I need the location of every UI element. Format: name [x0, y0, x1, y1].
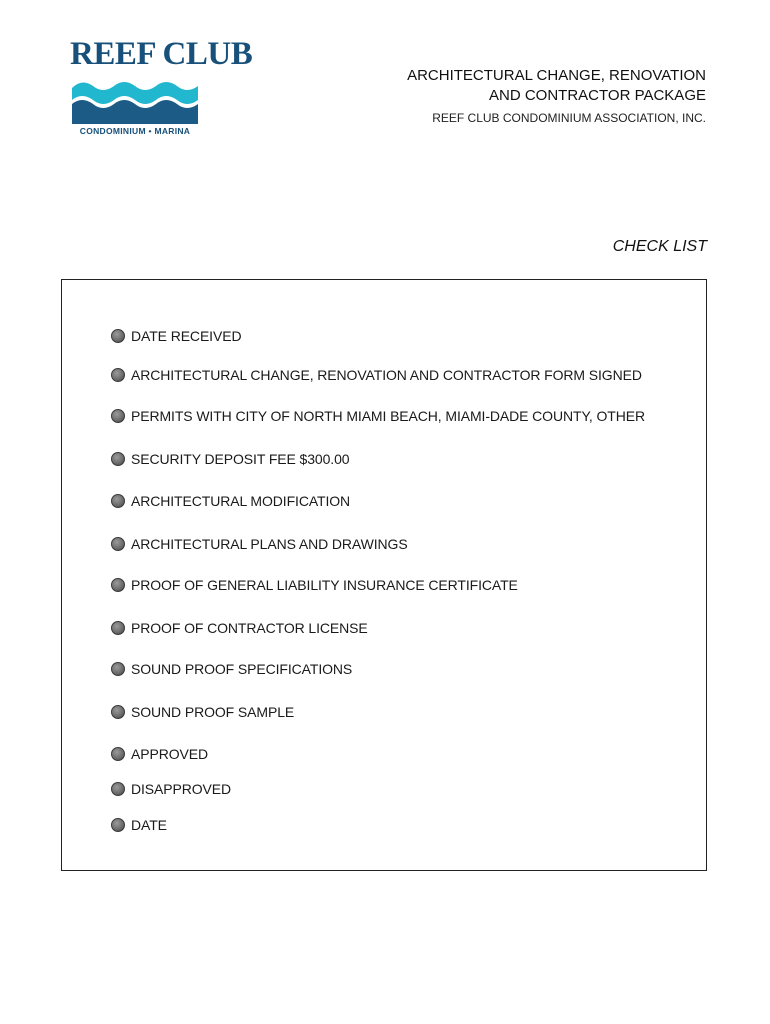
- checklist-item-label: APPROVED: [131, 746, 208, 762]
- radio-bullet-icon[interactable]: [111, 705, 125, 719]
- checklist-item-label: ARCHITECTURAL MODIFICATION: [131, 493, 351, 509]
- checklist-item-label: DISAPPROVED: [131, 781, 232, 797]
- radio-bullet-icon[interactable]: [111, 578, 125, 592]
- checklist-item-label: PERMITS WITH CITY OF NORTH MIAMI BEACH, MIAMI-DADE COUNTY, OTHER: [131, 408, 645, 424]
- radio-bullet-icon[interactable]: [111, 329, 125, 343]
- checklist-title: CHECK LIST: [612, 238, 707, 255]
- checklist-item-label: ARCHITECTURAL CHANGE, RENOVATION AND CONTRACTOR FORM SIGNED: [131, 367, 642, 383]
- checklist-item-security-deposit[interactable]: [111, 449, 349, 469]
- logo-subtitle: CONDOMINIUM • MARINA: [79, 126, 191, 136]
- radio-bullet-icon[interactable]: [111, 409, 125, 423]
- radio-bullet-icon[interactable]: [111, 368, 125, 382]
- radio-bullet-icon[interactable]: [111, 662, 125, 676]
- checklist-box: [61, 279, 707, 871]
- checklist-item-label: ARCHITECTURAL PLANS AND DRAWINGS: [131, 536, 408, 552]
- radio-bullet-icon[interactable]: [111, 537, 125, 551]
- document-header: [407, 66, 706, 129]
- header-title-line-1: ARCHITECTURAL CHANGE, RENOVATION: [407, 67, 706, 84]
- checklist-item-sound-proof-specs[interactable]: [111, 659, 352, 679]
- radio-bullet-icon[interactable]: [111, 452, 125, 466]
- checklist-item-label: PROOF OF GENERAL LIABILITY INSURANCE CERTIFICATE: [131, 577, 518, 593]
- radio-bullet-icon[interactable]: [111, 747, 125, 761]
- checklist-item-label: SOUND PROOF SPECIFICATIONS: [131, 661, 353, 677]
- checklist-item-label: PROOF OF CONTRACTOR LICENSE: [131, 620, 368, 636]
- checklist-item-label: SOUND PROOF SAMPLE: [131, 704, 295, 720]
- checklist-item-liability-insurance[interactable]: [111, 575, 518, 595]
- checklist-item-label: SECURITY DEPOSIT FEE $300.00: [131, 451, 350, 467]
- checklist-item-architectural-modification[interactable]: [111, 491, 350, 511]
- header-title-line-2: AND CONTRACTOR PACKAGE: [489, 87, 706, 104]
- checklist-item-date-received[interactable]: [111, 326, 241, 346]
- checklist-item-form-signed[interactable]: [111, 365, 642, 385]
- reef-club-logo: [70, 36, 253, 140]
- logo-title: REEF CLUB: [70, 36, 253, 72]
- radio-bullet-icon[interactable]: [111, 621, 125, 635]
- checklist-item-disapproved[interactable]: [111, 779, 231, 799]
- checklist-item-contractor-license[interactable]: [111, 618, 368, 638]
- checklist-item-label: DATE: [131, 817, 167, 833]
- checklist-item-permits[interactable]: [111, 406, 645, 426]
- header-organization: REEF CLUB CONDOMINIUM ASSOCIATION, INC.: [432, 111, 706, 125]
- checklist-item-date[interactable]: [111, 815, 167, 835]
- checklist-item-sound-proof-sample[interactable]: [111, 702, 294, 722]
- radio-bullet-icon[interactable]: [111, 782, 125, 796]
- radio-bullet-icon[interactable]: [111, 818, 125, 832]
- checklist-item-label: DATE RECEIVED: [131, 328, 242, 344]
- checklist-item-plans-drawings[interactable]: [111, 534, 408, 554]
- checklist-item-approved[interactable]: [111, 744, 208, 764]
- radio-bullet-icon[interactable]: [111, 494, 125, 508]
- waves-icon: [72, 74, 198, 124]
